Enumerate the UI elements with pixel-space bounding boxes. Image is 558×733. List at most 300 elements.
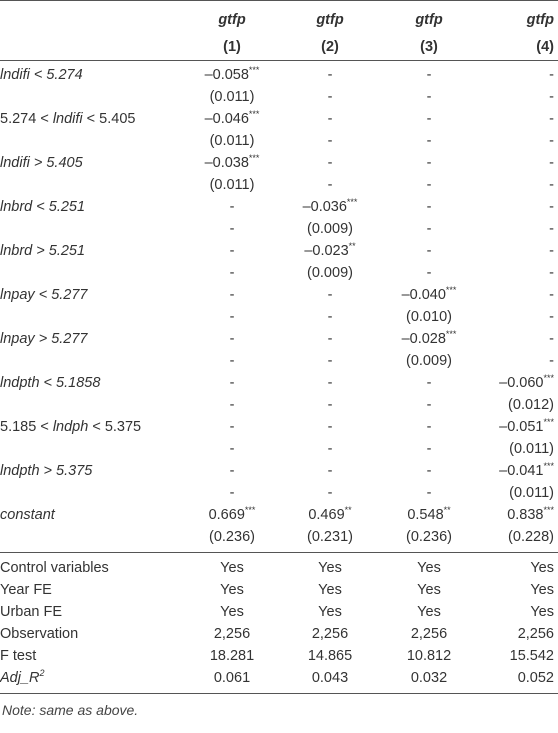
cell-value: (0.011) <box>209 133 255 149</box>
row-label <box>0 416 184 438</box>
header-column-number-row <box>0 34 558 61</box>
table-cell <box>280 416 380 438</box>
table-cell <box>184 667 280 694</box>
table-cell <box>184 262 280 284</box>
cell-value: –0.058 <box>204 67 249 83</box>
cell-value: 2,256 <box>410 626 448 642</box>
row-label <box>0 579 184 601</box>
cell-value: –0.040 <box>401 287 446 303</box>
row-label <box>0 350 184 372</box>
cell-value: - <box>549 243 554 259</box>
table-cell <box>184 174 280 196</box>
row-label <box>0 108 184 130</box>
table-cell <box>184 284 280 306</box>
cell-value: - <box>549 265 554 281</box>
row-label <box>0 438 184 460</box>
row-label <box>0 601 184 623</box>
table-cell <box>380 645 478 667</box>
table-cell <box>280 504 380 526</box>
row-label <box>0 482 184 504</box>
table-cell <box>478 645 558 667</box>
table-cell <box>380 284 478 306</box>
table-row <box>0 350 558 372</box>
significance-stars: *** <box>244 505 256 516</box>
table-cell <box>184 504 280 526</box>
cell-value: (0.236) <box>209 529 255 545</box>
table-cell <box>184 438 280 460</box>
cell-value: - <box>426 441 432 457</box>
column-number: (1) <box>184 34 280 61</box>
label-text: lndph <box>52 419 89 435</box>
cell-value: –0.060 <box>499 375 544 391</box>
cell-value: - <box>426 111 432 127</box>
table-row <box>0 174 558 196</box>
significance-stars: *** <box>543 373 554 384</box>
dep-var-label: gtfp <box>280 1 380 35</box>
cell-value: 2,256 <box>517 626 554 642</box>
label-text: < 5.405 <box>82 111 136 127</box>
row-label <box>0 645 184 667</box>
table-cell <box>380 86 478 108</box>
cell-value: - <box>549 199 554 215</box>
cell-value: - <box>549 177 554 193</box>
table-cell <box>184 394 280 416</box>
cell-value: - <box>549 331 554 347</box>
table-cell <box>280 460 380 482</box>
table-cell <box>380 350 478 372</box>
table-cell <box>184 218 280 240</box>
cell-value: - <box>229 353 235 369</box>
table-cell <box>184 553 280 580</box>
table-cell <box>184 61 280 87</box>
table-cell <box>478 196 558 218</box>
cell-value: –0.038 <box>204 155 249 171</box>
table-row <box>0 108 558 130</box>
table-cell <box>184 416 280 438</box>
stats-row <box>0 553 558 580</box>
table-cell <box>478 108 558 130</box>
row-label <box>0 86 184 108</box>
table-cell <box>478 482 558 504</box>
significance-stars: ** <box>443 505 451 516</box>
table-cell <box>280 601 380 623</box>
table-cell <box>280 667 380 694</box>
cell-value: Yes <box>318 604 342 620</box>
cell-value: - <box>229 309 235 325</box>
row-label <box>0 240 184 262</box>
dep-var-label: gtfp <box>184 1 280 35</box>
table-row <box>0 460 558 482</box>
cell-value: 10.812 <box>406 648 452 664</box>
cell-value: - <box>549 67 554 83</box>
table-cell <box>280 526 380 553</box>
column-number: (2) <box>280 34 380 61</box>
row-label <box>0 61 184 87</box>
cell-value: Yes <box>417 560 441 576</box>
cell-value: Yes <box>530 582 554 598</box>
cell-value: Yes <box>417 582 441 598</box>
table-cell <box>478 262 558 284</box>
row-label <box>0 372 184 394</box>
table-row <box>0 218 558 240</box>
table-cell <box>478 504 558 526</box>
table-cell <box>280 579 380 601</box>
cell-value: - <box>229 331 235 347</box>
table-row <box>0 61 558 87</box>
cell-value: (0.009) <box>307 265 353 281</box>
table-cell <box>280 394 380 416</box>
table-cell <box>380 262 478 284</box>
cell-value: (0.011) <box>509 441 554 457</box>
header-dependent-variable-row <box>0 1 558 35</box>
cell-value: (0.009) <box>307 221 353 237</box>
label-text: lndpth < 5.1858 <box>0 375 101 391</box>
table-cell <box>478 328 558 350</box>
cell-value: - <box>426 67 432 83</box>
table-cell <box>478 623 558 645</box>
label-text: constant <box>0 507 55 523</box>
table-row <box>0 372 558 394</box>
table-cell <box>184 623 280 645</box>
significance-stars: *** <box>543 417 554 428</box>
cell-value: - <box>229 463 235 479</box>
cell-value: - <box>327 441 333 457</box>
cell-value: 0.032 <box>410 670 448 686</box>
cell-value: - <box>229 199 235 215</box>
cell-value: - <box>426 463 432 479</box>
cell-value: - <box>426 133 432 149</box>
cell-value: - <box>327 111 333 127</box>
table-cell <box>478 306 558 328</box>
table-cell <box>280 61 380 87</box>
significance-stars: *** <box>543 461 554 472</box>
cell-value: 14.865 <box>307 648 353 664</box>
cell-value: - <box>327 133 333 149</box>
table-cell <box>478 553 558 580</box>
cell-value: (0.012) <box>508 397 554 413</box>
cell-value: - <box>549 353 554 369</box>
cell-value: - <box>549 111 554 127</box>
cell-value: Yes <box>220 560 244 576</box>
row-label <box>0 394 184 416</box>
cell-value: - <box>327 331 333 347</box>
label-text: Observation <box>0 626 79 642</box>
cell-value: - <box>549 287 554 303</box>
table-cell <box>380 553 478 580</box>
row-label <box>0 504 184 526</box>
cell-value: - <box>229 441 235 457</box>
significance-stars: *** <box>445 329 457 340</box>
table-cell <box>280 196 380 218</box>
table-cell <box>184 152 280 174</box>
cell-value: - <box>426 375 432 391</box>
table-note: Note: same as above. <box>2 702 139 718</box>
cell-value: –0.036 <box>302 199 347 215</box>
cell-value: - <box>426 221 432 237</box>
table-cell <box>380 526 478 553</box>
cell-value: (0.011) <box>509 485 554 501</box>
table-cell <box>478 579 558 601</box>
cell-value: - <box>426 419 432 435</box>
significance-stars: *** <box>543 505 554 516</box>
cell-value: Yes <box>220 582 244 598</box>
table-cell <box>184 372 280 394</box>
cell-value: - <box>229 397 235 413</box>
cell-value: 0.061 <box>213 670 251 686</box>
significance-stars: ** <box>348 241 356 252</box>
cell-value: - <box>327 309 333 325</box>
cell-value: - <box>327 375 333 391</box>
label-text: F test <box>0 648 37 664</box>
table-cell <box>280 86 380 108</box>
cell-value: - <box>327 89 333 105</box>
table-cell <box>380 306 478 328</box>
table-cell <box>280 482 380 504</box>
cell-value: - <box>426 177 432 193</box>
table-cell <box>280 218 380 240</box>
cell-value: 18.281 <box>209 648 255 664</box>
table-cell <box>380 504 478 526</box>
cell-value: - <box>229 419 235 435</box>
significance-stars: *** <box>445 285 457 296</box>
column-number: (3) <box>380 34 478 61</box>
cell-value: –0.051 <box>499 419 544 435</box>
table-row <box>0 152 558 174</box>
cell-value: - <box>327 177 333 193</box>
stats-row <box>0 623 558 645</box>
row-label <box>0 196 184 218</box>
table-cell <box>280 553 380 580</box>
table-cell <box>478 601 558 623</box>
table-cell <box>478 460 558 482</box>
cell-value: - <box>549 221 554 237</box>
label-superscript: 2 <box>39 668 45 679</box>
column-number: (4) <box>478 34 558 61</box>
table-cell <box>280 328 380 350</box>
table-cell <box>380 372 478 394</box>
table-cell <box>280 350 380 372</box>
row-label <box>0 284 184 306</box>
cell-value: - <box>327 485 333 501</box>
table-cell <box>380 61 478 87</box>
table-cell <box>478 350 558 372</box>
table-cell <box>184 86 280 108</box>
table-cell <box>478 86 558 108</box>
cell-value: - <box>327 463 333 479</box>
cell-value: Yes <box>417 604 441 620</box>
table-cell <box>478 667 558 694</box>
row-label <box>0 667 184 694</box>
table-cell <box>380 108 478 130</box>
cell-value: –0.046 <box>204 111 249 127</box>
table-cell <box>184 350 280 372</box>
table-cell <box>280 130 380 152</box>
table-cell <box>478 61 558 87</box>
table-cell <box>280 174 380 196</box>
cell-value: (0.236) <box>406 529 452 545</box>
table-cell <box>184 601 280 623</box>
table-cell <box>184 328 280 350</box>
cell-value: Yes <box>530 560 554 576</box>
cell-value: - <box>549 89 554 105</box>
table-row <box>0 306 558 328</box>
label-text: Urban FE <box>0 604 63 620</box>
cell-value: - <box>426 397 432 413</box>
table-cell <box>478 130 558 152</box>
dep-var-label: gtfp <box>380 1 478 35</box>
table-cell <box>380 601 478 623</box>
table-cell <box>184 240 280 262</box>
label-text: lndifi > 5.405 <box>0 155 83 171</box>
label-text: 5.185 < <box>0 419 53 435</box>
header-blank-cell <box>0 1 184 35</box>
cell-value: –0.028 <box>401 331 446 347</box>
cell-value: - <box>426 155 432 171</box>
significance-stars: *** <box>346 197 358 208</box>
cell-value: - <box>229 375 235 391</box>
table-row <box>0 240 558 262</box>
row-label <box>0 328 184 350</box>
row-label <box>0 553 184 580</box>
table-cell <box>380 152 478 174</box>
table-cell <box>380 218 478 240</box>
table-cell <box>280 623 380 645</box>
cell-value: - <box>549 309 554 325</box>
row-label <box>0 526 184 553</box>
row-label <box>0 218 184 240</box>
row-label <box>0 306 184 328</box>
row-label <box>0 623 184 645</box>
cell-value: - <box>229 287 235 303</box>
table-row <box>0 416 558 438</box>
table-cell <box>380 394 478 416</box>
row-label <box>0 174 184 196</box>
row-label <box>0 262 184 284</box>
table-cell <box>184 526 280 553</box>
label-text: 5.274 < <box>0 111 53 127</box>
table-cell <box>184 108 280 130</box>
label-text: Year FE <box>0 582 52 598</box>
table-row <box>0 504 558 526</box>
table-row <box>0 482 558 504</box>
significance-stars: *** <box>248 153 260 164</box>
table-cell <box>478 416 558 438</box>
table-row <box>0 284 558 306</box>
significance-stars: *** <box>248 65 260 76</box>
table-cell <box>280 645 380 667</box>
table-row <box>0 328 558 350</box>
cell-value: - <box>426 199 432 215</box>
cell-value: - <box>229 221 235 237</box>
stats-row <box>0 645 558 667</box>
label-text: lnpay < 5.277 <box>0 287 88 303</box>
table-cell <box>280 284 380 306</box>
table-cell <box>478 394 558 416</box>
cell-value: (0.228) <box>508 529 554 545</box>
label-text: lndpth > 5.375 <box>0 463 93 479</box>
table-row <box>0 526 558 553</box>
cell-value: (0.010) <box>406 309 452 325</box>
table-cell <box>380 174 478 196</box>
table-cell <box>380 438 478 460</box>
table-cell <box>380 623 478 645</box>
cell-value: - <box>229 243 235 259</box>
cell-value: - <box>426 243 432 259</box>
cell-value: 0.548 <box>407 507 444 523</box>
table-row <box>0 438 558 460</box>
table-cell <box>280 152 380 174</box>
label-text: lnbrd > 5.251 <box>0 243 86 259</box>
row-label <box>0 460 184 482</box>
table-cell <box>184 645 280 667</box>
cell-value: - <box>327 67 333 83</box>
table-cell <box>478 438 558 460</box>
table-cell <box>380 416 478 438</box>
cell-value: Yes <box>318 560 342 576</box>
cell-value: - <box>426 265 432 281</box>
table-cell <box>280 240 380 262</box>
table-cell <box>380 240 478 262</box>
cell-value: - <box>327 287 333 303</box>
table-row <box>0 262 558 284</box>
table-cell <box>478 526 558 553</box>
table-cell <box>380 328 478 350</box>
row-label <box>0 152 184 174</box>
table-cell <box>478 240 558 262</box>
cell-value: 0.669 <box>208 507 245 523</box>
cell-value: 0.052 <box>517 670 554 686</box>
cell-value: –0.041 <box>499 463 544 479</box>
table-cell <box>280 306 380 328</box>
row-label <box>0 130 184 152</box>
cell-value: - <box>327 397 333 413</box>
cell-value: 15.542 <box>509 648 554 664</box>
stats-row <box>0 667 558 694</box>
table-cell <box>478 174 558 196</box>
significance-stars: ** <box>344 505 352 516</box>
table-cell <box>380 667 478 694</box>
cell-value: - <box>327 353 333 369</box>
cell-value: - <box>229 265 235 281</box>
table-row <box>0 86 558 108</box>
dep-var-label: gtfp <box>478 1 558 35</box>
table-cell <box>184 306 280 328</box>
table-cell <box>184 482 280 504</box>
label-text: lnpay > 5.277 <box>0 331 88 347</box>
cell-value: - <box>229 485 235 501</box>
table-cell <box>280 108 380 130</box>
cell-value: 2,256 <box>213 626 251 642</box>
label-text: lndifi <box>52 111 83 127</box>
table-cell <box>184 460 280 482</box>
cell-value: (0.009) <box>406 353 452 369</box>
table-cell <box>380 579 478 601</box>
cell-value: 0.469 <box>308 507 345 523</box>
header-blank-cell <box>0 34 184 61</box>
table-cell <box>184 196 280 218</box>
cell-value: - <box>327 419 333 435</box>
cell-value: - <box>549 155 554 171</box>
table-row <box>0 394 558 416</box>
table-cell <box>184 579 280 601</box>
table-cell <box>478 218 558 240</box>
table-row <box>0 130 558 152</box>
cell-value: (0.011) <box>209 177 255 193</box>
table-cell <box>380 460 478 482</box>
table-cell <box>280 262 380 284</box>
label-text: Adj_R <box>0 670 40 686</box>
cell-value: Yes <box>220 604 244 620</box>
